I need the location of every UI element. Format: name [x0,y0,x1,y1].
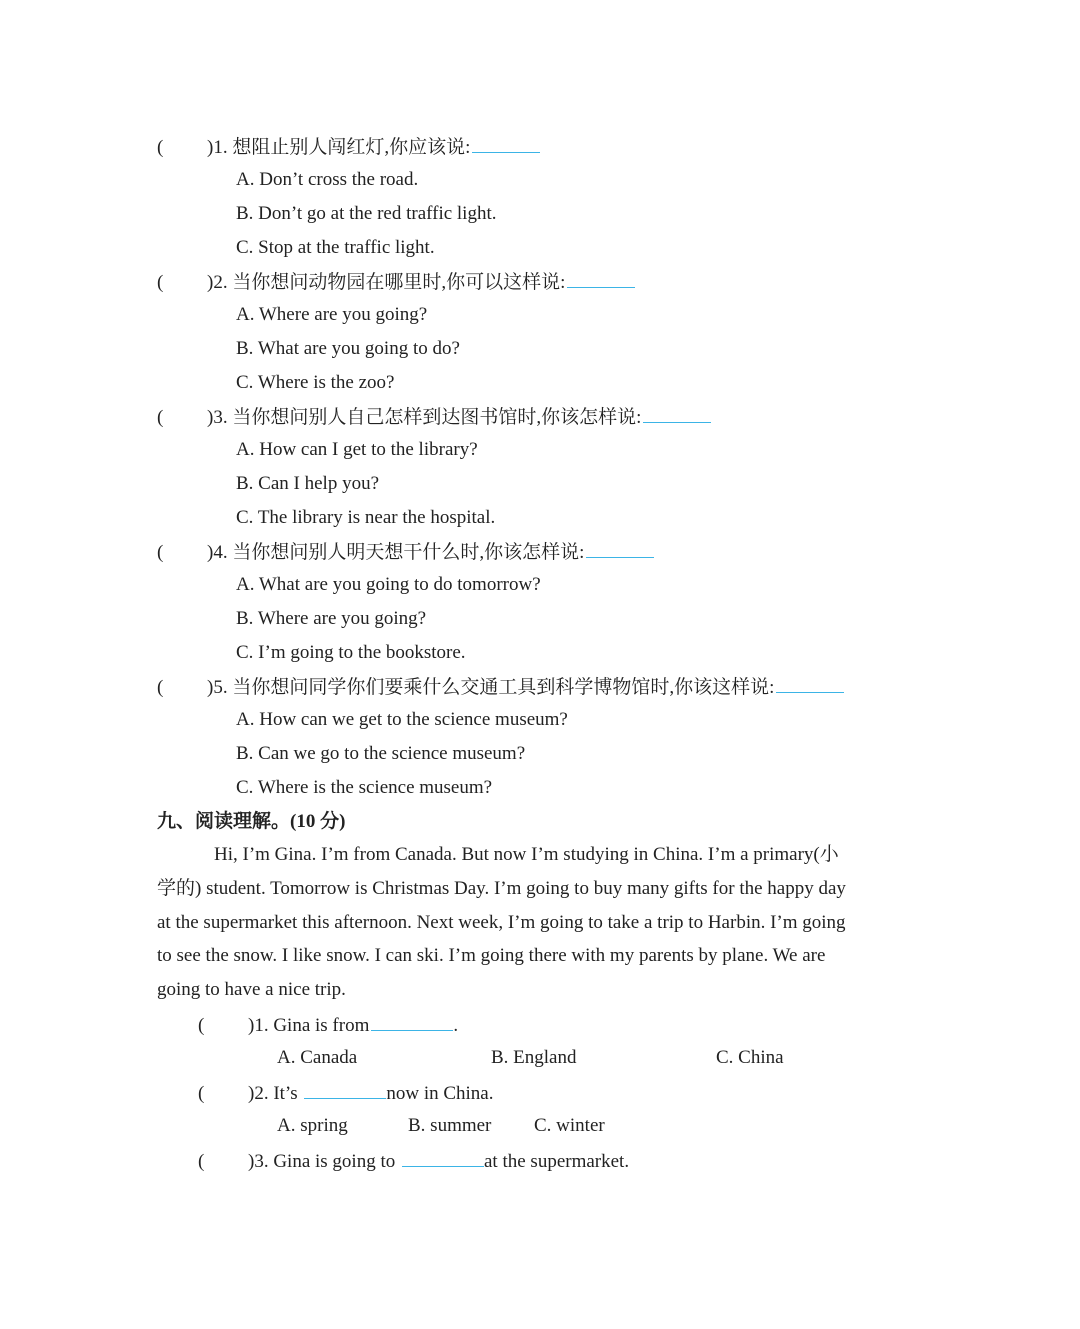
answer-paren[interactable]: ( [157,407,164,428]
section-title: 九、阅读理解。 [157,810,291,832]
answer-blank[interactable] [472,134,540,153]
option-a: A. spring [277,1115,348,1136]
answer-blank[interactable] [586,539,654,558]
option-c: C. China [716,1047,784,1068]
question-prefix: )1. Gina is from [248,1015,370,1036]
option-c: C. Stop at the traffic light. [236,237,435,258]
option-c: C. The library is near the hospital. [236,507,496,528]
question-suffix: at the supermarket. [484,1151,630,1172]
passage-line: at the supermarket this afternoon. Next week, I’m going to take a trip to Harbin. I’m going [157,912,846,933]
passage-line: Hi, I’m Gina. I’m from Canada. But now I’m studying in China. I’m a primary(小 [214,844,839,865]
reading-question-3 [198,1148,629,1174]
option-b: B. Where are you going? [236,608,427,629]
question-5 [157,674,844,700]
answer-blank[interactable] [304,1080,386,1099]
option-b: B. Can we go to the science museum? [236,743,526,764]
option-a: A. Where are you going? [236,304,428,325]
question-suffix: now in China. [386,1083,494,1104]
question-prompt: )2. 当你想问动物园在哪里时,你可以这样说: [207,272,566,293]
question-prompt: )3. 当你想问别人自己怎样到达图书馆时,你该怎样说: [207,407,642,428]
option-b: B. Can I help you? [236,473,380,494]
question-prefix: )2. It’s [248,1083,298,1104]
option-b: B. What are you going to do? [236,338,460,359]
answer-blank[interactable] [567,269,635,288]
question-suffix: . [453,1015,459,1036]
answer-paren[interactable]: ( [157,542,164,563]
option-b: B. summer [408,1115,492,1136]
question-4 [157,539,654,565]
option-a: A. Canada [277,1047,358,1068]
question-prefix: )3. Gina is going to [248,1151,396,1172]
passage-line: 学的) student. Tomorrow is Christmas Day. I’m going to buy many gifts for the happy day [157,878,846,899]
reading-question-2 [198,1080,494,1106]
answer-paren[interactable]: ( [198,1151,205,1172]
answer-blank[interactable] [371,1012,453,1031]
option-c: C. Where is the science museum? [236,777,493,798]
option-a: A. What are you going to do tomorrow? [236,574,541,595]
answer-paren[interactable]: ( [157,137,164,158]
question-3 [157,404,711,430]
answer-paren[interactable]: ( [157,677,164,698]
option-a: A. How can we get to the science museum? [236,709,568,730]
question-prompt: )5. 当你想问同学你们要乘什么交通工具到科学博物馆时,你该这样说: [207,677,775,698]
option-b: B. England [491,1047,577,1068]
option-c: C. I’m going to the bookstore. [236,642,466,663]
section-score: (10 分) [290,811,346,832]
answer-blank[interactable] [402,1148,484,1167]
answer-blank[interactable] [776,674,844,693]
question-1 [157,134,540,160]
reading-question-1 [198,1012,458,1038]
option-a: A. How can I get to the library? [236,439,478,460]
question-prompt: )4. 当你想问别人明天想干什么时,你该怎样说: [207,542,585,563]
question-prompt: )1. 想阻止别人闯红灯,你应该说: [207,137,471,158]
question-2 [157,269,635,295]
passage-line: to see the snow. I like snow. I can ski. I’m going there with my parents by plane. We are [157,945,826,966]
answer-paren[interactable]: ( [198,1015,205,1036]
answer-paren[interactable]: ( [198,1083,205,1104]
passage-line: going to have a nice trip. [157,979,346,1000]
option-b: B. Don’t go at the red traffic light. [236,203,497,224]
answer-blank[interactable] [643,404,711,423]
option-c: C. Where is the zoo? [236,372,395,393]
option-c: C. winter [534,1115,605,1136]
option-a: A. Don’t cross the road. [236,169,419,190]
answer-paren[interactable]: ( [157,272,164,293]
section-heading [157,809,345,834]
